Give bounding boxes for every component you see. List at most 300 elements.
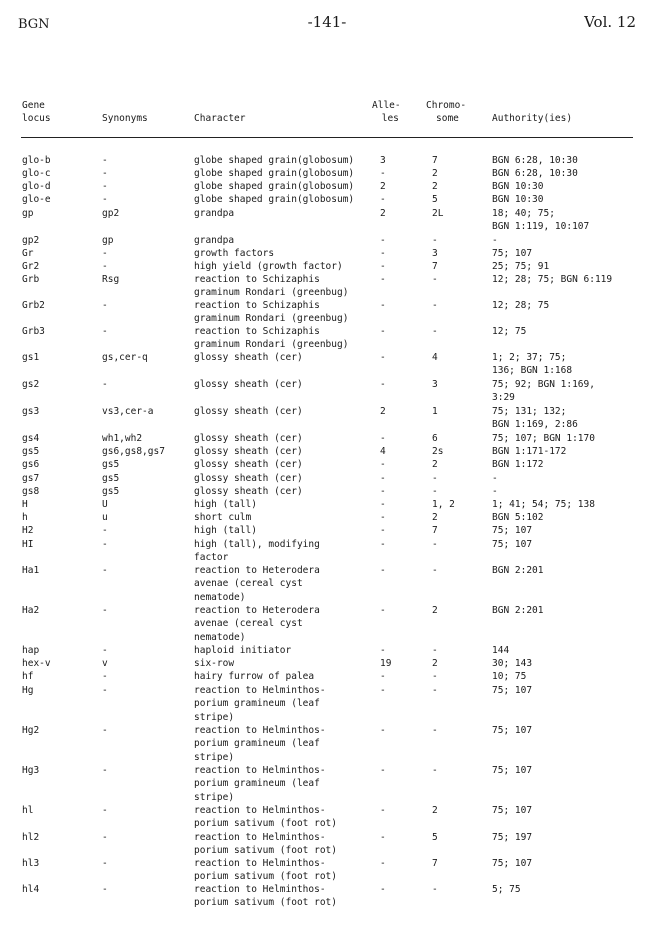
gene-locus-cell: gs3 [22,406,40,417]
alleles-cell: - [380,235,386,246]
authority-line: 12; 28; 75; BGN 6:119 [492,274,613,285]
authority-line: 75; 107 [492,685,533,696]
character-line: high (tall), modifying [194,539,320,550]
alleles-cell: 4 [380,446,386,457]
alleles-cell: - [380,512,386,523]
character-line: porium sativum (foot rot) [194,818,337,830]
synonym-cell: gp2 [102,208,120,219]
character-line: reaction to Heterodera [194,565,320,576]
character-line: hairy furrow of palea [194,671,315,682]
gene-locus-cell: HI [22,539,34,550]
authority-cell [492,180,543,193]
character-line: glossy sheath (cer) [194,433,303,444]
authority-cell [492,378,595,405]
character-cell [194,445,303,458]
authority-cell [492,538,532,551]
gene-locus-cell: Ha1 [22,565,40,576]
synonym-cell: gp [102,235,114,246]
gene-locus-cell: Ha2 [22,605,40,616]
chromosome-cell: - [432,274,438,285]
character-cell [194,378,303,391]
chromosome-cell: 2 [432,459,438,470]
authority-line: - [492,486,498,497]
authority-line: 75; 107 [492,539,533,550]
chromosome-cell: 1, 2 [432,499,455,510]
gene-locus-cell: hap [22,645,40,656]
authority-cell [492,564,543,577]
character-line: globe shaped grain(globosum) [194,194,355,205]
character-cell [194,472,303,485]
character-line: glossy sheath (cer) [194,459,303,470]
authority-line: 75; 107 [492,248,533,259]
character-line: globe shaped grain(globosum) [194,181,355,192]
character-cell [194,234,234,247]
gene-locus-cell: Gr2 [22,261,40,272]
character-line: reaction to Helminthos- [194,858,326,869]
authority-line: BGN 1:172 [492,459,544,470]
authority-cell [492,498,595,511]
alleles-cell: - [380,765,386,776]
character-line: stripe) [194,711,235,723]
synonym-cell: gs5 [102,486,120,497]
chromosome-cell: - [432,539,438,550]
synonym-cell: - [102,326,108,337]
character-cell [194,684,326,724]
character-line: graminum Rondari (greenbug) [194,287,349,299]
character-line: grandpa [194,235,235,246]
authority-cell [492,445,566,458]
alleles-cell: - [380,805,386,816]
authority-line: BGN 6:28, 10:30 [492,155,578,166]
chromosome-cell: - [432,725,438,736]
synonym-cell: u [102,512,108,523]
character-line: glossy sheath (cer) [194,352,303,363]
gene-locus-cell: Gr [22,248,34,259]
character-line: stripe) [194,791,235,803]
authority-cell [492,472,498,485]
chromosome-cell: 7 [432,525,438,536]
character-cell [194,273,348,300]
header-alleles-line1: Alle- [372,100,401,111]
authority-line: BGN 6:28, 10:30 [492,168,578,179]
chromosome-cell: 3 [432,248,438,259]
gene-locus-cell: Grb2 [22,300,45,311]
authority-line: 75; 131; 132; [492,406,567,417]
authority-line: 1; 2; 37; 75; [492,352,567,363]
chromosome-cell: 5 [432,194,438,205]
chromosome-cell: - [432,645,438,656]
gene-locus-cell: gp2 [22,235,40,246]
character-cell [194,524,257,537]
character-line: reaction to Heterodera [194,605,320,616]
gene-locus-cell: gs4 [22,433,40,444]
character-line: reaction to Helminthos- [194,685,326,696]
gene-locus-cell: hex-v [22,658,51,669]
alleles-cell: 19 [380,658,392,669]
alleles-cell: - [380,725,386,736]
authority-cell [492,831,532,844]
character-line: porium sativum (foot rot) [194,897,337,909]
chromosome-cell: 5 [432,832,438,843]
alleles-cell: - [380,194,386,205]
synonym-cell: U [102,499,108,510]
gene-locus-cell: gs8 [22,486,40,497]
authority-line: 136; BGN 1:168 [492,365,573,377]
synonym-cell: wh1,wh2 [102,433,143,444]
chromosome-cell: 2 [432,181,438,192]
gene-locus-cell: glo-d [22,181,51,192]
authority-line: 75; 92; BGN 1:169, [492,379,595,390]
authority-line: 144 [492,645,510,656]
character-cell [194,193,354,206]
alleles-cell: - [380,832,386,843]
character-cell [194,325,348,352]
authority-line: 30; 143 [492,658,533,669]
character-line: glossy sheath (cer) [194,486,303,497]
authority-cell [492,247,532,260]
synonym-cell: v [102,658,108,669]
alleles-cell: 2 [380,208,386,219]
synonym-cell: - [102,645,108,656]
authority-line: 75; 107 [492,525,533,536]
character-line: glossy sheath (cer) [194,379,303,390]
character-cell [194,644,291,657]
alleles-cell: - [380,499,386,510]
character-line: porium sativum (foot rot) [194,871,337,883]
character-cell [194,299,348,326]
alleles-cell: - [380,685,386,696]
character-line: growth factors [194,248,275,259]
character-line: porium sativum (foot rot) [194,845,337,857]
synonym-cell: - [102,525,108,536]
authority-cell [492,670,526,683]
character-line: reaction to Helminthos- [194,805,326,816]
gene-locus-cell: gs7 [22,473,40,484]
authority-cell [492,644,509,657]
synonym-cell: - [102,194,108,205]
character-line: globe shaped grain(globosum) [194,155,355,166]
character-cell [194,180,354,193]
authority-line: 25; 75; 91 [492,261,550,272]
authority-cell [492,432,595,445]
authority-cell [492,207,589,234]
authority-line: - [492,235,498,246]
authority-cell [492,405,578,432]
authority-cell [492,764,532,777]
synonym-cell: Rsg [102,274,120,285]
character-cell [194,764,326,804]
chromosome-cell: 2L [432,208,444,219]
character-cell [194,883,337,910]
character-cell [194,207,234,220]
authority-line: BGN 2:201 [492,565,544,576]
alleles-cell: - [380,459,386,470]
character-line: porium gramineum (leaf [194,738,320,750]
alleles-cell: - [380,352,386,363]
character-line: reaction to Helminthos- [194,832,326,843]
synonym-cell: - [102,261,108,272]
synonym-cell: - [102,248,108,259]
character-cell [194,458,303,471]
gene-locus-cell: hf [22,671,34,682]
gene-locus-cell: Grb3 [22,326,45,337]
chromosome-cell: - [432,884,438,895]
character-line: avenae (cereal cyst [194,618,303,630]
chromosome-cell: - [432,326,438,337]
gene-locus-cell: Grb [22,274,40,285]
character-cell [194,351,303,364]
chromosome-cell: 2s [432,446,444,457]
alleles-cell: - [380,261,386,272]
gene-locus-cell: H [22,499,28,510]
character-cell [194,432,303,445]
character-line: six-row [194,658,235,669]
gene-locus-cell: hl [22,805,34,816]
authority-line: 5; 75 [492,884,521,895]
alleles-cell: - [380,645,386,656]
synonym-cell: gs5 [102,473,120,484]
character-line: reaction to Schizaphis [194,326,320,337]
alleles-cell: 2 [380,181,386,192]
gene-locus-cell: Hg2 [22,725,40,736]
authority-cell [492,325,526,338]
alleles-cell: - [380,525,386,536]
character-line: globe shaped grain(globosum) [194,168,355,179]
character-line: avenae (cereal cyst [194,578,303,590]
gene-locus-cell: hl4 [22,884,40,895]
chromosome-cell: - [432,473,438,484]
character-line: stripe) [194,751,235,763]
synonym-cell: - [102,379,108,390]
character-line: porium gramineum (leaf [194,698,320,710]
authority-line: 3:29 [492,392,515,404]
character-cell [194,804,337,831]
header-chromosome-line2: some [436,113,459,124]
character-line: nematode) [194,631,246,643]
authority-cell [492,724,532,737]
gene-locus-cell: hl3 [22,858,40,869]
character-cell [194,538,320,565]
authority-line: BGN 2:201 [492,605,544,616]
character-cell [194,154,354,167]
alleles-cell: - [380,605,386,616]
authority-line: 10; 75 [492,671,527,682]
header-locus-line2: locus [22,113,51,124]
authority-line: 12; 75 [492,326,527,337]
chromosome-cell: 2 [432,512,438,523]
character-cell [194,485,303,498]
synonym-cell: gs6,gs8,gs7 [102,446,165,457]
authority-line: BGN 1:169, 2:86 [492,419,578,431]
synonym-cell: - [102,168,108,179]
gene-locus-cell: H2 [22,525,34,536]
authority-cell [492,604,543,617]
gene-locus-cell: gs5 [22,446,40,457]
gene-locus-cell: gp [22,208,34,219]
header-locus-line1: Gene [22,100,45,111]
synonym-cell: vs3,cer-a [102,406,154,417]
authority-line: 75; 107 [492,858,533,869]
synonym-cell: - [102,884,108,895]
character-line: reaction to Helminthos- [194,725,326,736]
authority-cell [492,524,532,537]
alleles-cell: - [380,473,386,484]
character-cell [194,604,320,644]
alleles-cell: - [380,326,386,337]
authority-line: 75; 197 [492,832,533,843]
chromosome-cell: - [432,486,438,497]
alleles-cell: - [380,433,386,444]
header-authority: Authority(ies) [492,113,573,124]
gene-locus-cell: gs6 [22,459,40,470]
alleles-cell: 2 [380,406,386,417]
authority-cell [492,260,549,273]
character-line: graminum Rondari (greenbug) [194,313,349,325]
character-line: haploid initiator [194,645,292,656]
authority-cell [492,458,543,471]
authority-cell [492,804,532,817]
character-line: factor [194,552,229,564]
authority-cell [492,883,521,896]
chromosome-cell: 3 [432,379,438,390]
synonym-cell: - [102,725,108,736]
page-header-left: BGN [18,17,50,32]
authority-line: BGN 1:171-172 [492,446,567,457]
character-cell [194,167,354,180]
authority-cell [492,684,532,697]
synonym-cell: - [102,858,108,869]
character-cell [194,670,314,683]
character-line: nematode) [194,591,246,603]
character-cell [194,857,337,884]
page-number: -141- [307,13,347,31]
header-alleles-line2: les [381,113,399,124]
authority-cell [492,154,578,167]
alleles-cell: - [380,539,386,550]
character-line: short culm [194,512,252,523]
gene-locus-cell: glo-c [22,168,51,179]
gene-locus-cell: h [22,512,28,523]
synonym-cell: - [102,539,108,550]
chromosome-cell: - [432,671,438,682]
synonym-cell: - [102,565,108,576]
chromosome-cell: 7 [432,261,438,272]
chromosome-cell: 2 [432,805,438,816]
character-line: reaction to Schizaphis [194,274,320,285]
authority-cell [492,351,572,378]
synonym-cell: - [102,155,108,166]
gene-locus-cell: glo-b [22,155,51,166]
authority-cell [492,234,498,247]
gene-locus-cell: Hg3 [22,765,40,776]
authority-line: - [492,473,498,484]
alleles-cell: - [380,858,386,869]
authority-line: BGN 5:102 [492,512,544,523]
chromosome-cell: - [432,765,438,776]
character-cell [194,657,234,670]
character-line: graminum Rondari (greenbug) [194,339,349,351]
authority-line: 18; 40; 75; [492,208,555,219]
character-cell [194,247,274,260]
character-line: grandpa [194,208,235,219]
synonym-cell: - [102,605,108,616]
chromosome-cell: - [432,685,438,696]
character-cell [194,511,251,524]
gene-locus-cell: glo-e [22,194,51,205]
chromosome-cell: - [432,565,438,576]
character-line: porium gramineum (leaf [194,778,320,790]
character-line: high (tall) [194,499,257,510]
alleles-cell: 3 [380,155,386,166]
alleles-cell: - [380,248,386,259]
authority-line: BGN 10:30 [492,194,544,205]
character-line: reaction to Schizaphis [194,300,320,311]
character-cell [194,498,257,511]
synonym-cell: gs,cer-q [102,352,148,363]
header-chromosome-line1: Chromo- [426,100,467,111]
alleles-cell: - [380,486,386,497]
chromosome-cell: 6 [432,433,438,444]
authority-line: 1; 41; 54; 75; 138 [492,499,595,510]
character-cell [194,564,320,604]
synonym-cell: - [102,671,108,682]
character-line: reaction to Helminthos- [194,884,326,895]
authority-cell [492,193,543,206]
character-cell [194,405,303,418]
character-line: glossy sheath (cer) [194,446,303,457]
header-character: Character [194,113,246,124]
volume-label: Vol. 12 [584,13,636,31]
authority-line: 75; 107 [492,765,533,776]
alleles-cell: - [380,671,386,682]
synonym-cell: - [102,765,108,776]
authority-cell [492,511,543,524]
authority-line: 75; 107 [492,725,533,736]
authority-cell [492,167,578,180]
chromosome-cell: 7 [432,155,438,166]
authority-cell [492,857,532,870]
chromosome-cell: 1 [432,406,438,417]
authority-cell [492,273,612,286]
chromosome-cell: - [432,235,438,246]
authority-line: BGN 10:30 [492,181,544,192]
synonym-cell: gs5 [102,459,120,470]
gene-locus-cell: gs1 [22,352,40,363]
alleles-cell: - [380,168,386,179]
chromosome-cell: 2 [432,168,438,179]
alleles-cell: - [380,565,386,576]
synonym-cell: - [102,685,108,696]
chromosome-cell: 7 [432,858,438,869]
synonym-cell: - [102,300,108,311]
character-cell [194,831,337,858]
header-synonyms: Synonyms [102,113,148,124]
chromosome-cell: 4 [432,352,438,363]
synonym-cell: - [102,832,108,843]
chromosome-cell: 2 [432,658,438,669]
alleles-cell: - [380,274,386,285]
synonym-cell: - [102,805,108,816]
character-cell [194,724,326,764]
alleles-cell: - [380,300,386,311]
gene-locus-cell: gs2 [22,379,40,390]
authority-cell [492,485,498,498]
authority-line: 75; 107; BGN 1:170 [492,433,595,444]
alleles-cell: - [380,379,386,390]
authority-cell [492,299,549,312]
authority-line: BGN 1:119, 10:107 [492,221,590,233]
chromosome-cell: 2 [432,605,438,616]
